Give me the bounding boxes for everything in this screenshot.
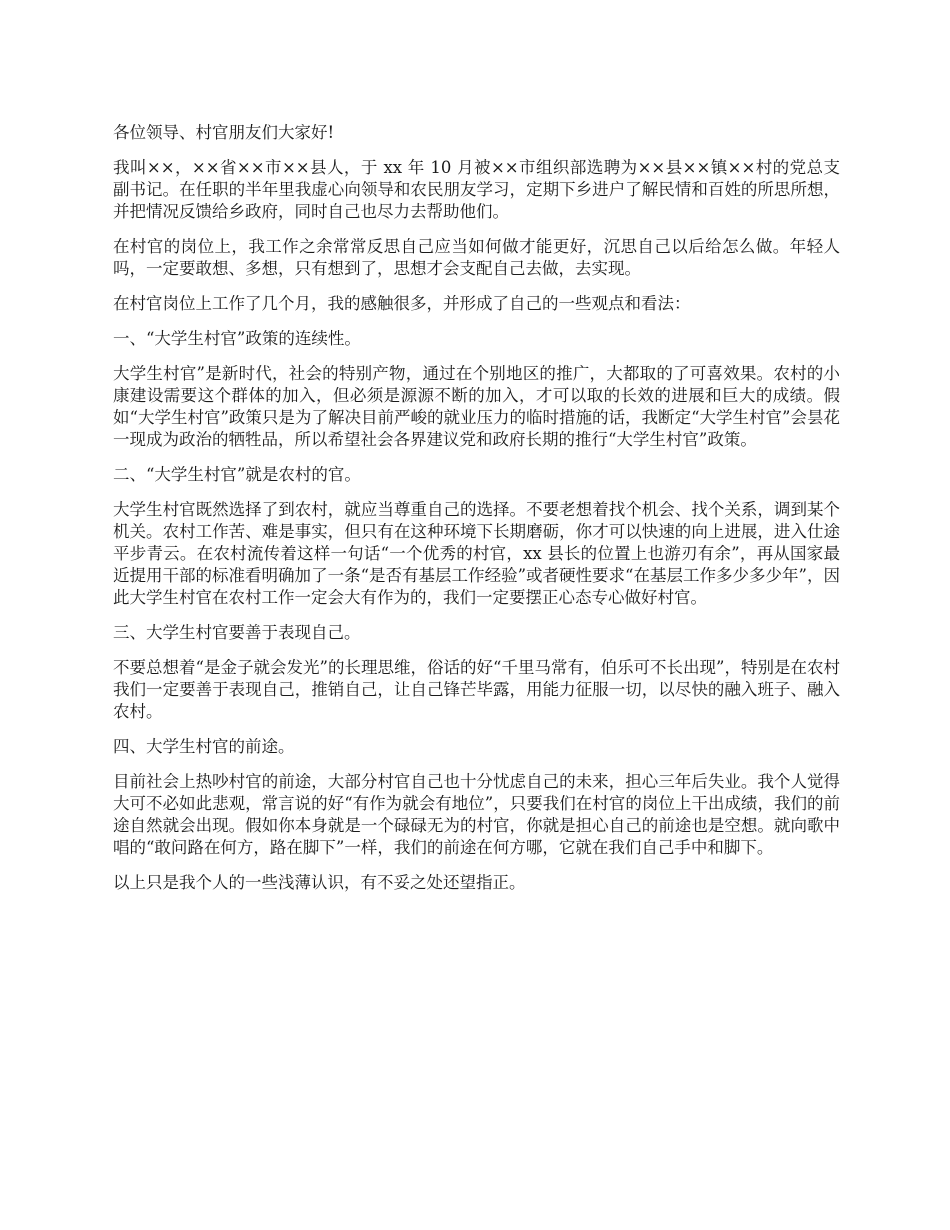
closing-paragraph: 以上只是我个人的一些浅薄认识，有不妥之处还望指正。 <box>113 873 526 892</box>
intro-paragraph-1: 我叫××，××省××市××县人，于 xx 年 10 月被××市组织部选聘为××县××镇××村的党总支副书记。在任职的半年里我虚心向领导和农民朋友学习，定期下乡进户了解民情和百姓的所思所想，并把情况反馈给乡政府，同时自己也尽力去帮助他们。 <box>113 158 840 221</box>
intro-paragraph-2: 在村官的岗位上，我工作之余常常反思自己应当如何做才能更好，沉思自己以后给怎么做。年轻人吗，一定要敢想、多想，只有想到了，思想才会支配自己去做，去实现。 <box>113 237 840 278</box>
section-4-body: 目前社会上热吵村官的前途，大部分村官自己也十分忧虑自己的未来，担心三年后失业。我个人觉得大可不必如此悲观，常言说的好“有作为就会有地位”，只要我们在村官的岗位上干出成绩，我们的前途自然就会出现。假如你本身就是一个碌碌无为的村官，你就是担心自己的前途也是空想。就向歌中唱的“敢问路在何方，路在脚下”一样，我们的前途在何方哪，它就在我们自己手中和脚下。 <box>113 772 840 857</box>
intro-paragraph-3: 在村官岗位上工作了几个月，我的感触很多，并形成了自己的一些观点和看法： <box>113 294 691 313</box>
section-2-heading: 二、“大学生村官”就是农村的官。 <box>113 465 361 484</box>
section-4-heading: 四、大学生村官的前途。 <box>113 737 295 756</box>
document-page <box>113 122 840 907</box>
greeting-paragraph: 各位领导、村官朋友们大家好! <box>113 123 335 142</box>
section-1-heading: 一、“大学生村官”政策的连续性。 <box>113 329 361 348</box>
section-2-body: 大学生村官既然选择了到农村，就应当尊重自己的选择。不要老想着找个机会、找个关系，调到某个机关。农村工作苦、难是事实，但只有在这种环境下长期磨砺，你才可以快速的向上进展，进入仕途平步青云。在农村流传着这样一句话“一个优秀的村官，xx 县长的位置上也游刃有余”，再从国家最近提用干部的标准看明确加了一条“是否有基层工作经验”或者硬性要求“在基层工作多少多少年”，因此大学生村官在农村工作一定会大有作为的，我们一定要摆正心态专心做好村官。 <box>113 500 840 607</box>
section-3-body: 不要总想着“是金子就会发光”的长理思维，俗话的好“千里马常有，伯乐可不长出现”，特别是在农村我们一定要善于表现自己，推销自己，让自己锋芒毕露，用能力征服一切，以尽快的融入班子、融入农村。 <box>113 658 840 721</box>
section-3-heading: 三、大学生村官要善于表现自己。 <box>113 623 361 642</box>
section-1-body: 大学生村官”是新时代，社会的特别产物，通过在个别地区的推广，大都取的了可喜效果。农村的小康建设需要这个群体的加入，但必须是源源不断的加入，才可以取的长效的进展和巨大的成绩。假如“大学生村官”政策只是为了解决目前严峻的就业压力的临时措施的话，我断定“大学生村官”会昙花一现成为政治的牺牲品，所以希望社会各界建议党和政府长期的推行“大学生村官”政策。 <box>113 364 840 449</box>
